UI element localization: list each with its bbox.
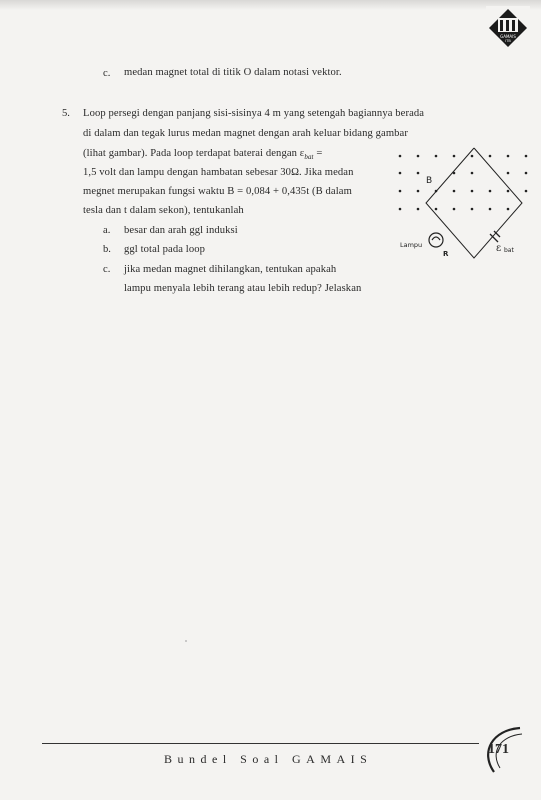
subitem-a-text: besar dan arah ggl induksi bbox=[124, 225, 238, 236]
loop-diagram bbox=[392, 143, 540, 263]
lamp-symbol bbox=[429, 233, 443, 247]
square-loop bbox=[426, 148, 522, 258]
battery-symbol bbox=[490, 231, 500, 242]
subitem-a-label: a. bbox=[103, 225, 111, 236]
problem-line-4: 1,5 volt dan lampu dengan hambatan sebesar 30Ω. Jika medan bbox=[83, 167, 354, 178]
magnetic-field-dots bbox=[399, 155, 528, 211]
problem-line-3: (lihat gambar). Pada loop terdapat baterai dengan $\varepsilon_{bat}$ = bbox=[83, 148, 323, 162]
problem-line-6: tesla dan t dalam sekon), tentukanlah bbox=[83, 205, 244, 216]
svg-text:ITB: ITB bbox=[505, 39, 511, 43]
svg-text:GAMAIS: GAMAIS bbox=[500, 34, 516, 39]
subitem-c-label: c. bbox=[103, 264, 111, 275]
gamais-logo bbox=[486, 6, 530, 50]
problem-line-1: Loop persegi dengan panjang sisi-sisinya 4 m yang setengah bagiannya berada bbox=[83, 108, 425, 119]
lamp-label: Lampu bbox=[400, 241, 423, 249]
subitem-c-text: jika medan magnet dihilangkan, tentukan apakah bbox=[124, 264, 337, 275]
battery-label: ε bbox=[496, 243, 502, 254]
page-number: 171 bbox=[488, 742, 509, 757]
prev-subitem-text: medan magnet total di titik O dalam notasi vektor. bbox=[124, 67, 342, 78]
top-edge bbox=[0, 0, 541, 10]
resistor-label: R bbox=[443, 250, 449, 258]
problem-number: 5. bbox=[62, 108, 70, 119]
problem-line-5: megnet merupakan fungsi waktu B = 0,084 + 0,435t (B dalam bbox=[83, 186, 352, 197]
subitem-c-text-cont: lampu menyala lebih terang atau lebih redup? Jelaskan bbox=[124, 283, 362, 294]
footer-title: Bundel Soal GAMAIS bbox=[164, 752, 373, 766]
speck bbox=[185, 640, 187, 642]
prev-subitem-label: c. bbox=[103, 68, 111, 79]
subitem-b-text: ggl total pada loop bbox=[124, 244, 206, 255]
battery-sub-label: bat bbox=[504, 247, 514, 254]
field-label: B bbox=[426, 176, 433, 186]
subitem-b-label: b. bbox=[103, 244, 111, 255]
problem-line-2: di dalam dan tegak lurus medan magnet dengan arah keluar bidang gambar bbox=[83, 128, 408, 139]
footer-rule bbox=[42, 743, 479, 744]
